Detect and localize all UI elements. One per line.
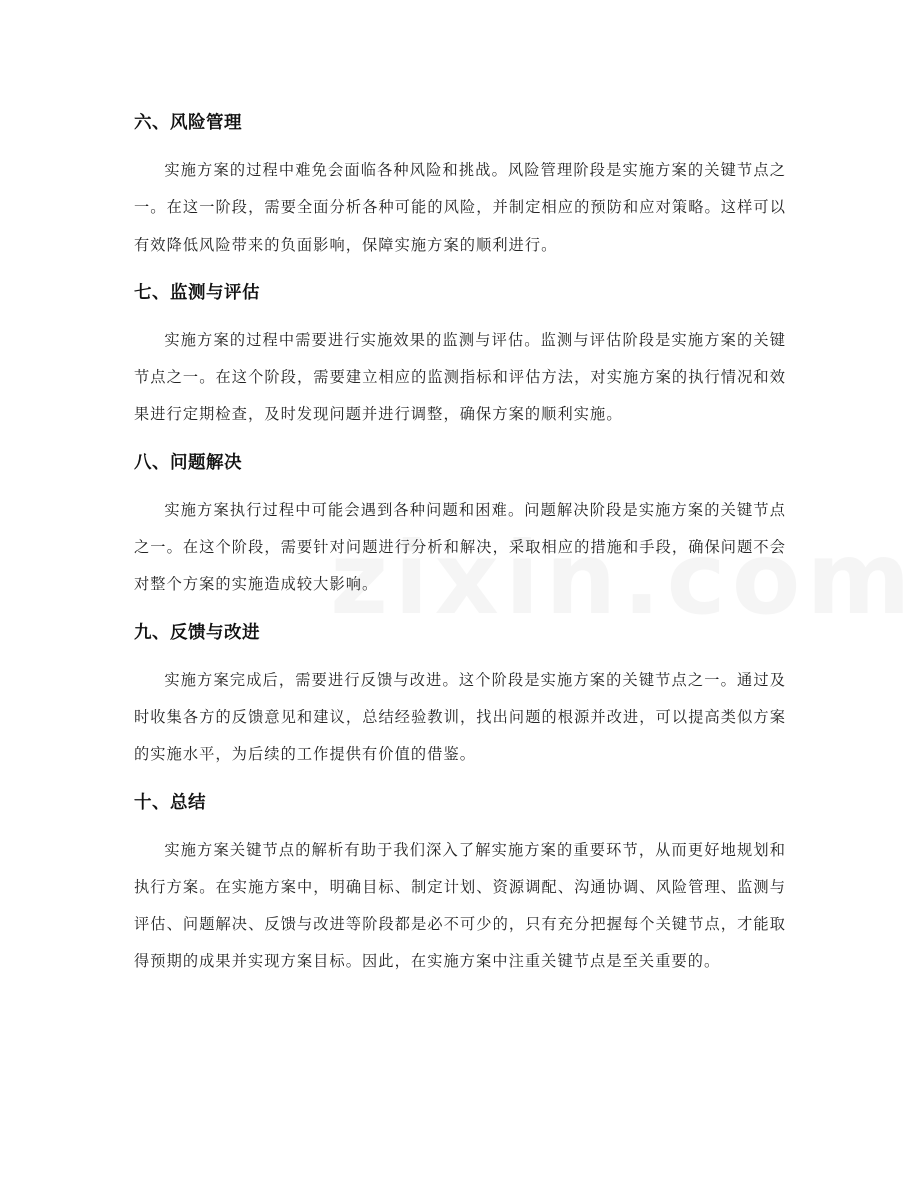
section-paragraph: 实施方案完成后，需要进行反馈与改进。这个阶段是实施方案的关键节点之一。通过及时收集各方的反馈意见和建议，总结经验教训，找出问题的根源并改进，可以提高类似方案的实施水平，为后续的工作提供有价值的借鉴。 bbox=[134, 670, 786, 764]
section-paragraph: 实施方案的过程中难免会面临各种风险和挑战。风险管理阶段是实施方案的关键节点之一。在这一阶段，需要全面分析各种可能的风险，并制定相应的预防和应对策略。这样可以有效降低风险带来的负面影响，保障实施方案的顺利进行。 bbox=[134, 161, 786, 254]
section-problem-solving bbox=[134, 446, 786, 604]
section-summary bbox=[134, 786, 786, 981]
section-risk-management bbox=[134, 106, 786, 264]
section-paragraph: 实施方案关键节点的解析有助于我们深入了解实施方案的重要环节，从而更好地规划和执行方案。在实施方案中，明确目标、制定计划、资源调配、沟通协调、风险管理、监测与评估、问题解决、反馈与改进等阶段都是必不可少的，只有充分把握每个关键节点，才能取得预期的成果并实现方案目标。因此，在实施方案中注重关键节点是至关重要的。 bbox=[134, 840, 786, 971]
section-heading: 九、反馈与改进 bbox=[134, 622, 260, 643]
section-heading: 六、风险管理 bbox=[134, 113, 242, 133]
section-feedback-improvement bbox=[134, 616, 786, 774]
section-heading: 七、监测与评估 bbox=[134, 282, 260, 303]
section-monitoring-evaluation bbox=[134, 276, 786, 434]
section-paragraph: 实施方案执行过程中可能会遇到各种问题和困难。问题解决阶段是实施方案的关键节点之一。在这个阶段，需要针对问题进行分析和解决，采取相应的措施和手段，确保问题不会对整个方案的实施造成较大影响。 bbox=[134, 500, 786, 594]
section-heading: 十、总结 bbox=[134, 792, 206, 813]
section-heading: 八、问题解决 bbox=[134, 452, 242, 473]
section-paragraph: 实施方案的过程中需要进行实施效果的监测与评估。监测与评估阶段是实施方案的关键节点之一。在这个阶段，需要建立相应的监测指标和评估方法，对实施方案的执行情况和效果进行定期检查，及时发现问题并进行调整，确保方案的顺利实施。 bbox=[134, 330, 786, 424]
